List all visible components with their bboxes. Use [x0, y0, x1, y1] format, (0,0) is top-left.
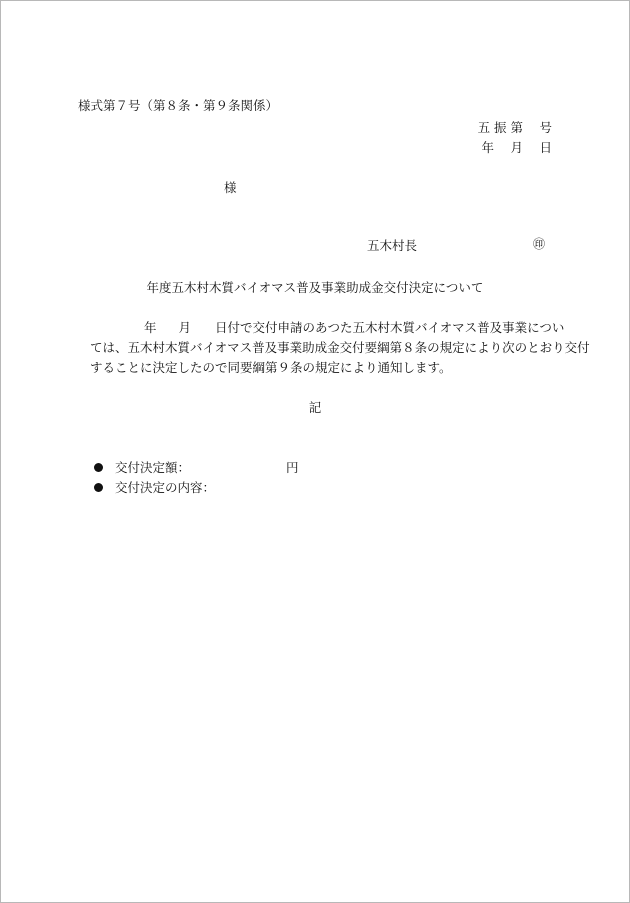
list-item-content — [94, 478, 215, 496]
body-line-2: ては、五木村木質バイオマス普及事業助成金交付要綱第８条の規定により次のとおり交付 — [90, 340, 590, 355]
sender-name: 五木村長 — [367, 238, 418, 253]
content-label: 交付決定の内容： — [115, 480, 216, 495]
document-date: 年 月 日 — [481, 140, 552, 155]
addressee-honorific: 様 — [224, 180, 237, 195]
document-number: 五 振 第 号 — [477, 120, 552, 135]
body-month: 月 — [178, 320, 192, 335]
body-year: 年 — [144, 320, 157, 335]
amount-label: 交付決定額： — [115, 460, 191, 475]
form-number: 様式第７号（第８条・第９条関係） — [78, 98, 279, 113]
body-line-1 — [90, 318, 565, 338]
seal-icon: ㊞ — [533, 237, 546, 251]
amount-unit: 円 — [286, 460, 299, 475]
bullet-icon — [94, 463, 103, 472]
body-paragraph — [90, 318, 590, 378]
ki-heading: 記 — [308, 400, 322, 415]
body-line-1-text: 日付で交付申請のあつた五木村木質バイオマス普及事業につい — [215, 320, 565, 335]
document-subject: 年度五木村木質バイオマス普及事業助成金交付決定について — [146, 280, 484, 295]
bullet-icon — [94, 483, 103, 492]
list-item-amount — [94, 458, 299, 476]
body-line-3: することに決定したので同要綱第９条の規定により通知します。 — [90, 360, 452, 375]
